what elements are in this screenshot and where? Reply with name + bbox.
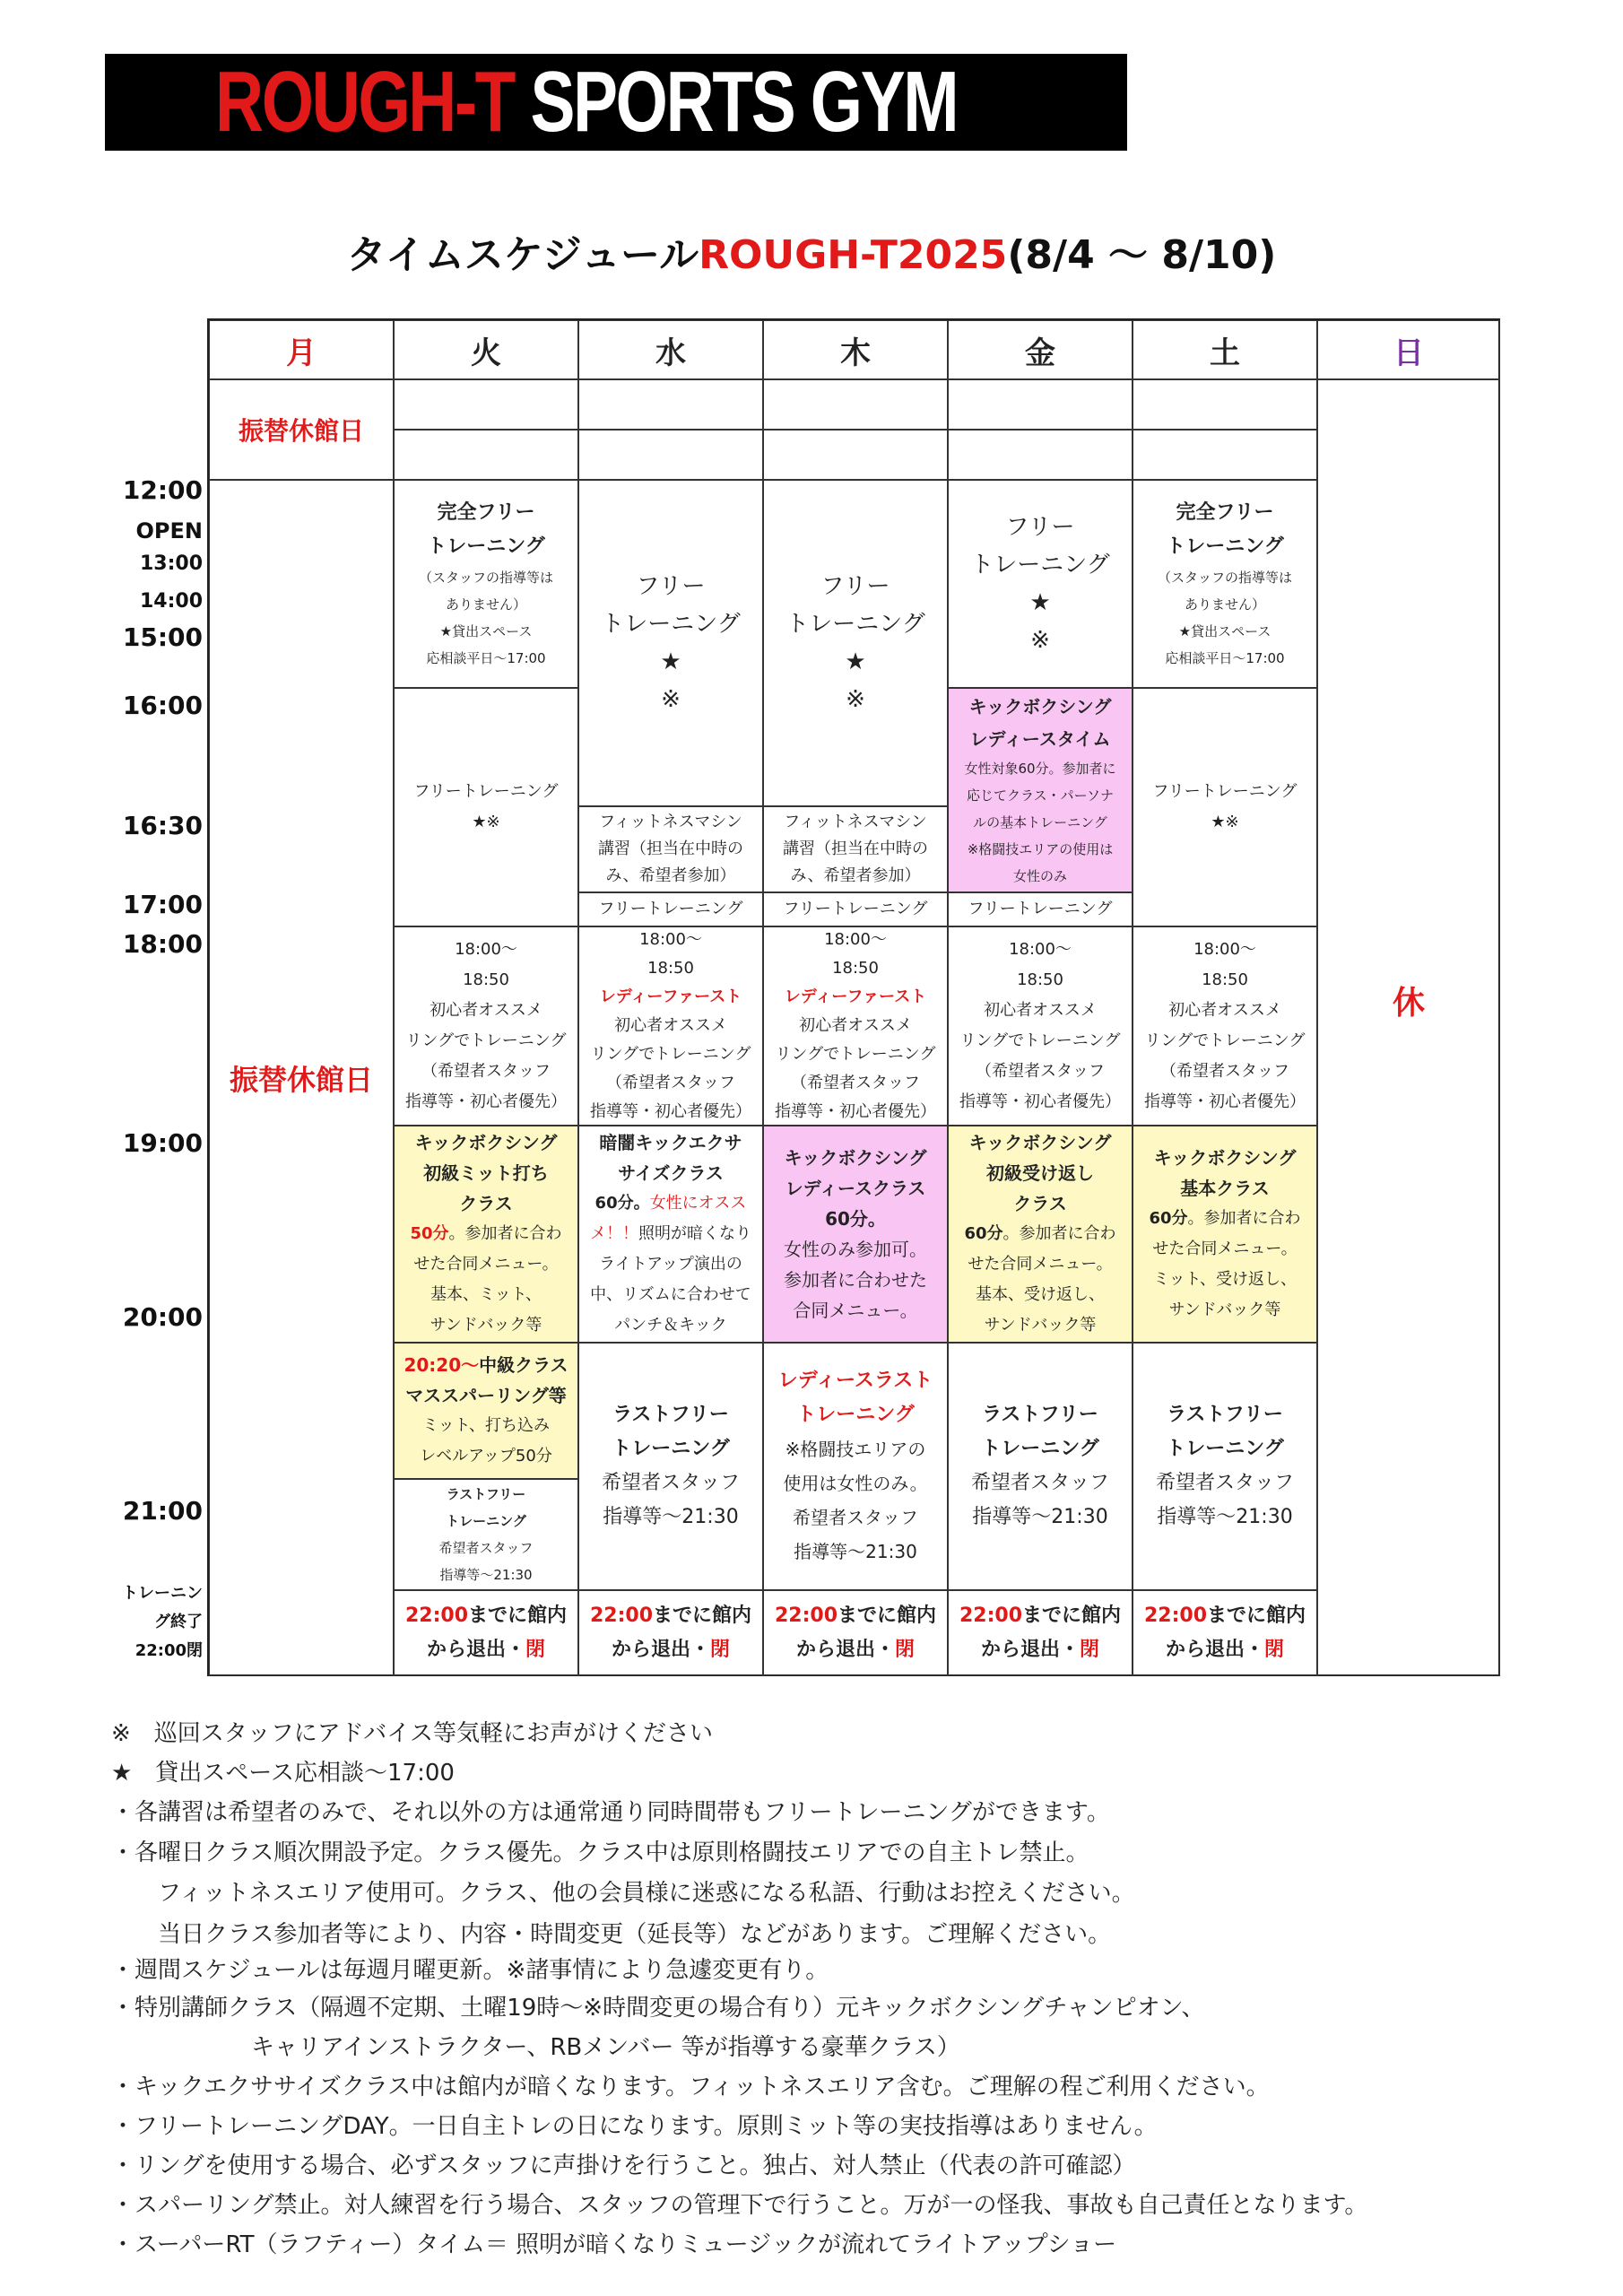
text-line: [612, 1633, 730, 1667]
text-line: [405, 1599, 567, 1633]
tue-kickboxing-class: [394, 1126, 578, 1343]
text-line: リングでトレーニング: [959, 1031, 1121, 1050]
wed-last-free: [578, 1343, 763, 1590]
thu-ring: [763, 926, 948, 1126]
text-line: パンチ＆キック: [614, 1316, 727, 1335]
text-line: 18:50: [647, 959, 694, 978]
text-line: 18:00〜: [1193, 940, 1256, 959]
text-line: [1166, 1633, 1284, 1667]
text-line: ありません）: [1184, 596, 1265, 613]
text-line: リングでトレーニング: [405, 1031, 567, 1050]
empty-slot: [948, 430, 1133, 480]
fri-ladies-time: [948, 688, 1133, 892]
fri-last-free: [948, 1343, 1133, 1590]
empty-slot: [1133, 430, 1317, 480]
wed-free: [578, 480, 763, 806]
text-line: トレーニング: [427, 535, 545, 558]
text-span: メ！！: [590, 1224, 638, 1243]
text-span: 60分。: [595, 1194, 650, 1213]
text-line: キックボクシング: [784, 1147, 927, 1169]
thu-free-line: フリートレーニング: [763, 892, 948, 926]
text-line: [595, 1188, 747, 1219]
text-line: キックボクシング: [414, 1132, 558, 1153]
text-line: 18:50: [1017, 970, 1063, 989]
text-span: から退出・: [426, 1639, 525, 1661]
text-line: レディーファースト: [784, 987, 927, 1006]
time-1500: 15:00: [122, 622, 203, 652]
sun-rest-label: 休: [1392, 984, 1425, 1022]
text-line: トレーニング: [601, 611, 741, 638]
text-line: クラス: [459, 1193, 513, 1214]
mon-closed-main: 振替休館日: [209, 480, 394, 1676]
empty-slot: [763, 379, 948, 430]
text-line: キックボクシング: [968, 1132, 1112, 1153]
empty-slot: [394, 379, 578, 430]
text-line: ※格闘技エリアの: [785, 1439, 926, 1460]
text-line: （スタッフの指導等は: [418, 570, 553, 586]
note-line: 当日クラス参加者等により、内容・時間変更（延長等）などがあります。ご理解ください。: [111, 1921, 1112, 1948]
text-line: 指導等・初心者優先）: [1144, 1092, 1306, 1111]
fri-closing: [948, 1590, 1133, 1676]
wed-ring: [578, 926, 763, 1126]
text-line: 60分。: [825, 1208, 886, 1230]
text-line: トレーニング: [981, 1438, 1099, 1460]
text-line: フィットネスマシン: [784, 813, 927, 831]
text-span: までに館内: [1207, 1605, 1306, 1627]
text-line: サンドバック等: [430, 1316, 542, 1335]
text-line: クラス: [1013, 1193, 1067, 1214]
text-span: 22:00: [1143, 1605, 1207, 1627]
sat-kickboxing-class: [1133, 1126, 1317, 1343]
day-header-thu: 木: [763, 320, 948, 379]
text-span: 。参加者に合わ: [448, 1224, 562, 1243]
time-2000: 20:00: [122, 1302, 203, 1332]
text-span: 照明が暗くなり: [638, 1224, 751, 1243]
star-icon: ★: [845, 648, 866, 675]
text-line: 参加者に合わせた: [784, 1269, 927, 1291]
day-header-sat: 土: [1133, 320, 1317, 379]
text-line: 18:00〜: [639, 930, 702, 949]
text-line: 18:00〜: [824, 930, 887, 949]
title-accent: ROUGH-T2025: [699, 232, 1008, 278]
text-span: 中級クラス: [479, 1354, 568, 1376]
text-line: せた合同メニュー。: [413, 1255, 559, 1274]
text-line: 女性対象60分。参加者に: [964, 761, 1116, 777]
time-end-3: 22:00閉: [135, 1641, 203, 1660]
text-line: レベルアップ50分: [420, 1447, 552, 1465]
text-line: [964, 1219, 1115, 1249]
text-line: （希望者スタッフ: [791, 1074, 920, 1092]
text-line: トレーニング: [970, 552, 1110, 578]
text-line: レディースタイム: [969, 728, 1111, 750]
text-line: [410, 1219, 561, 1249]
empty-slot: [763, 430, 948, 480]
text-line: （希望者スタッフ: [976, 1062, 1105, 1081]
note-line: ・各曜日クラス順次開設予定。クラス優先。クラス中は原則格闘技エリアでの自主トレ禁止。: [111, 1839, 1089, 1866]
text-span: 。参加者に合わ: [1187, 1209, 1301, 1228]
text-line: [1149, 1204, 1300, 1234]
text-line: サンドバック等: [984, 1316, 1097, 1335]
time-2100: 21:00: [122, 1496, 203, 1526]
text-line: 指導等〜21:30: [972, 1506, 1108, 1528]
day-header-mon: 月: [209, 320, 394, 379]
day-header-fri: 金: [948, 320, 1133, 379]
text-line: [590, 1219, 751, 1249]
star-icon: ★: [660, 648, 681, 675]
text-line: リングでトレーニング: [590, 1045, 751, 1064]
text-line: ★貸出スペース: [439, 623, 533, 639]
time-1630: 16:30: [122, 811, 203, 840]
text-span: までに館内: [838, 1605, 937, 1627]
note-line: ★ 貸出スペース応相談〜17:00: [111, 1760, 455, 1787]
time-1900: 19:00: [122, 1128, 203, 1158]
empty-slot: [578, 379, 763, 430]
schedule-table: [207, 318, 1500, 1676]
text-line: フリートレーニング: [413, 782, 559, 801]
text-line: トレーニング: [785, 611, 925, 638]
text-line: ★貸出スペース: [1178, 623, 1271, 639]
text-line: 初心者オススメ: [614, 1016, 727, 1035]
text-line: 18:00〜: [1009, 940, 1072, 959]
text-line: 基本クラス: [1180, 1178, 1270, 1199]
text-line: マススパーリング等: [405, 1385, 567, 1406]
text-line: 指導等〜21:30: [794, 1541, 917, 1562]
text-line: 18:50: [463, 970, 509, 989]
note-line: フィットネスエリア使用可。クラス、他の会員様に迷惑になる私語、行動はお控えください。: [111, 1880, 1135, 1907]
text-line: 指導等・初心者優先）: [590, 1102, 751, 1121]
note-line: ・リングを使用する場合、必ずスタッフに声掛けを行うこと。独占、対人禁止（代表の許可確認）: [111, 2152, 1136, 2179]
text-line: 指導等〜21:30: [439, 1567, 533, 1583]
text-span: から退出・: [795, 1639, 895, 1661]
sat-last-free: [1133, 1343, 1317, 1590]
note-line: ・各講習は希望者のみで、それ以外の方は通常通り同時間帯もフリートレーニングができます。: [111, 1799, 1110, 1826]
time-1200: 12:00: [122, 475, 203, 505]
text-line: フリー: [1005, 514, 1075, 541]
sat-closing: [1133, 1590, 1317, 1676]
text-line: 基本、受け返し、: [976, 1285, 1105, 1304]
time-1600: 16:00: [122, 691, 203, 720]
text-line: ラストフリー: [1167, 1404, 1283, 1426]
text-span: 22:00: [589, 1605, 653, 1627]
sat-free-short: [1133, 688, 1317, 926]
text-line: [981, 1633, 1099, 1667]
text-line: トレーニング: [1166, 1438, 1284, 1460]
text-line: 女性のみ参加可。: [784, 1239, 927, 1260]
star-icon: ★: [1029, 589, 1051, 616]
text-line: み、希望者参加）: [605, 866, 736, 885]
time-1400: 14:00: [139, 590, 203, 613]
note-line: ・キックエクササイズクラス中は館内が暗くなります。フィットネスエリア含む。ご理解の程ご利用ください。: [111, 2074, 1270, 2100]
text-line: 18:50: [1202, 970, 1248, 989]
text-line: 使用は女性のみ。: [783, 1473, 928, 1494]
empty-slot: [948, 379, 1133, 430]
text-line: 初心者オススメ: [984, 1001, 1097, 1020]
note-mark-icon: ※: [1030, 627, 1050, 654]
text-line: [775, 1599, 936, 1633]
note-line: ・フリートレーニングDAY。一日自主トレの日になります。原則ミット等の実技指導はありません。: [111, 2113, 1158, 2140]
empty-slot: [1133, 379, 1317, 430]
text-line: フリートレーニング: [1152, 782, 1298, 801]
text-span: 20:20〜: [404, 1354, 480, 1376]
gym-logo-text: [215, 54, 957, 151]
tue-free-full: [394, 480, 578, 688]
text-line: 初心者オススメ: [430, 1001, 542, 1020]
text-line: ラストフリー: [612, 1404, 729, 1426]
tue-last-free: [394, 1479, 578, 1590]
text-line: 完全フリー: [1176, 501, 1274, 524]
text-line: ★※: [1211, 813, 1239, 831]
text-span: 22:00: [959, 1605, 1022, 1627]
time-1700: 17:00: [122, 890, 203, 919]
text-line: 応相談平日〜17:00: [426, 650, 546, 666]
text-line: [404, 1350, 568, 1380]
text-span: までに館内: [653, 1605, 752, 1627]
tue-free-short: [394, 688, 578, 926]
text-line: サイズクラス: [618, 1162, 724, 1184]
fri-free-line: フリートレーニング: [948, 892, 1133, 926]
day-header-wed: 水: [578, 320, 763, 379]
empty-slot: [394, 430, 578, 480]
text-span: 。参加者に合わ: [1002, 1224, 1116, 1243]
text-line: 希望者スタッフ: [1155, 1472, 1294, 1494]
text-line: 指導等〜21:30: [1157, 1506, 1293, 1528]
time-open: OPEN: [135, 518, 203, 544]
wed-free-line: フリートレーニング: [578, 892, 763, 926]
text-line: 希望者スタッフ: [438, 1540, 534, 1556]
sun-rest: [1317, 379, 1500, 1676]
text-line: ★※: [472, 813, 500, 831]
title-range: (8/4 〜 8/10): [1007, 232, 1277, 278]
text-line: トレーニング: [612, 1438, 730, 1460]
note-mark-icon: ※: [661, 686, 681, 713]
text-line: 合同メニュー。: [793, 1300, 918, 1321]
text-span: までに館内: [468, 1605, 568, 1627]
text-line: フリー: [636, 573, 706, 600]
fri-ring: [948, 926, 1133, 1126]
text-span: 60分: [1149, 1209, 1188, 1228]
text-line: レディーファースト: [599, 987, 742, 1006]
text-line: [590, 1599, 751, 1633]
tue-ring: [394, 926, 578, 1126]
text-line: 講習（担当在中時の: [783, 839, 928, 858]
text-span: から退出・: [980, 1639, 1080, 1661]
text-line: （希望者スタッフ: [606, 1074, 735, 1092]
text-span: から退出・: [611, 1639, 710, 1661]
text-span: 22:00: [404, 1605, 468, 1627]
text-line: [427, 1633, 545, 1667]
text-span: 閉: [1080, 1639, 1100, 1661]
text-line: 講習（担当在中時の: [598, 839, 743, 858]
text-line: ルの基本トレーニング: [973, 814, 1107, 831]
text-line: レディースラスト: [777, 1370, 933, 1392]
text-span: 閉: [895, 1639, 916, 1661]
note-line: キャリアインストラクター、RBメンバー 等が指導する豪華クラス）: [111, 2034, 960, 2061]
thu-fitness: [763, 806, 948, 892]
title-prefix: タイムスケジュール: [346, 232, 699, 278]
time-end-2: グ終了: [154, 1613, 203, 1631]
note-line: ・スパーリング禁止。対人練習を行う場合、スタッフの管理下で行うこと。万が一の怪我、事故も自己責任となります。: [111, 2192, 1368, 2219]
mon-closed-top: 振替休館日: [209, 379, 394, 480]
text-line: [959, 1599, 1121, 1633]
text-line: ラストフリー: [446, 1486, 526, 1502]
text-line: （希望者スタッフ: [1160, 1062, 1289, 1081]
text-line: 指導等〜21:30: [603, 1506, 739, 1528]
text-line: 中、リズムに合わせて: [590, 1285, 751, 1304]
time-1300: 13:00: [139, 552, 203, 575]
text-span: 閉: [710, 1639, 731, 1661]
tue-mid-class: [394, 1343, 578, 1479]
text-span: までに館内: [1022, 1605, 1122, 1627]
text-line: 希望者スタッフ: [601, 1472, 740, 1494]
note-mark-icon: ※: [846, 686, 865, 713]
text-line: 基本、ミット、: [430, 1285, 542, 1304]
thu-closing: [763, 1590, 948, 1676]
text-span: 50分: [410, 1224, 449, 1243]
text-line: キックボクシング: [1153, 1147, 1297, 1169]
text-line: ありません）: [445, 596, 526, 613]
text-line: 応じてクラス・パーソナ: [967, 787, 1114, 804]
text-line: 初級ミット打ち: [423, 1162, 549, 1184]
fri-free: [948, 480, 1133, 688]
text-line: フィットネスマシン: [599, 813, 742, 831]
text-line: 応相談平日〜17:00: [1165, 650, 1285, 666]
text-line: 初級受け返し: [986, 1162, 1094, 1184]
text-line: 希望者スタッフ: [793, 1507, 918, 1528]
note-line: ※ 巡回スタッフにアドバイス等気軽にお声がけください: [111, 1720, 714, 1747]
brand-part1: ROUGH-T: [215, 54, 515, 150]
text-line: 指導等・初心者優先）: [959, 1092, 1121, 1111]
text-line: 18:00〜: [455, 940, 517, 959]
wed-fitness: [578, 806, 763, 892]
text-line: [796, 1633, 915, 1667]
text-span: 22:00: [774, 1605, 838, 1627]
text-span: から退出・: [1165, 1639, 1264, 1661]
text-line: フリー: [820, 573, 890, 600]
empty-slot: [578, 430, 763, 480]
text-line: ※格闘技エリアの使用は: [967, 841, 1114, 857]
thu-ladies-class: [763, 1126, 948, 1343]
wed-closing: [578, 1590, 763, 1676]
text-line: 指導等・初心者優先）: [405, 1092, 567, 1111]
text-line: （希望者スタッフ: [421, 1062, 551, 1081]
note-line: ・スーパーRT（ラフティー）タイム＝ 照明が暗くなりミュージックが流れてライトアップショー: [111, 2231, 1117, 2258]
sat-ring: [1133, 926, 1317, 1126]
text-line: 完全フリー: [437, 501, 535, 524]
text-line: 女性のみ: [1012, 868, 1067, 884]
note-line: ・特別講師クラス（隔週不定期、土曜19時〜※時間変更の場合有り）元キックボクシングチャンピオン、: [111, 1995, 1205, 2022]
text-line: せた合同メニュー。: [968, 1255, 1113, 1274]
text-line: 指導等・初心者優先）: [775, 1102, 936, 1121]
text-line: トレーニング: [446, 1513, 526, 1529]
text-line: トレーニング: [796, 1404, 915, 1426]
sat-free-full: [1133, 480, 1317, 688]
note-line: ・週間スケジュールは毎週月曜更新。※諸事情により急遽変更有り。: [111, 1957, 829, 1984]
text-span: 女性にオスス: [649, 1194, 747, 1213]
text-line: せた合同メニュー。: [1152, 1239, 1298, 1258]
wed-dark-exercise-class: [578, 1126, 763, 1343]
thu-free: [763, 480, 948, 806]
text-line: み、希望者参加）: [790, 866, 921, 885]
text-line: 暗闇キックエクサ: [599, 1132, 742, 1153]
text-line: ミット、打ち込み: [421, 1416, 551, 1435]
text-span: 閉: [1264, 1639, 1285, 1661]
text-line: ライトアップ演出の: [599, 1255, 742, 1274]
time-end-1: トレーニン: [122, 1584, 203, 1603]
text-line: トレーニング: [1166, 535, 1284, 558]
text-line: [1144, 1599, 1306, 1633]
fri-kickboxing-class: [948, 1126, 1133, 1343]
tue-closing: [394, 1590, 578, 1676]
day-header-tue: 火: [394, 320, 578, 379]
thu-ladies-last: [763, 1343, 948, 1590]
text-line: リングでトレーニング: [775, 1045, 936, 1064]
text-line: ミット、受け返し、: [1152, 1270, 1298, 1289]
text-line: 希望者スタッフ: [970, 1472, 1109, 1494]
text-line: 初心者オススメ: [1168, 1001, 1281, 1020]
text-span: 閉: [525, 1639, 546, 1661]
brand-part2: SPORTS GYM: [514, 54, 958, 150]
text-line: 18:50: [832, 959, 879, 978]
text-line: サンドバック等: [1168, 1300, 1281, 1319]
text-line: リングでトレーニング: [1144, 1031, 1306, 1050]
text-line: キックボクシング: [968, 696, 1112, 718]
text-line: レディースクラス: [785, 1178, 926, 1199]
day-header-sun: 日: [1317, 320, 1500, 379]
time-1800: 18:00: [122, 929, 203, 959]
page-title: [0, 222, 1623, 280]
text-line: ラストフリー: [982, 1404, 1098, 1426]
text-line: （スタッフの指導等は: [1157, 570, 1292, 586]
text-line: 初心者オススメ: [799, 1016, 912, 1035]
text-span: 60分: [964, 1224, 1003, 1243]
